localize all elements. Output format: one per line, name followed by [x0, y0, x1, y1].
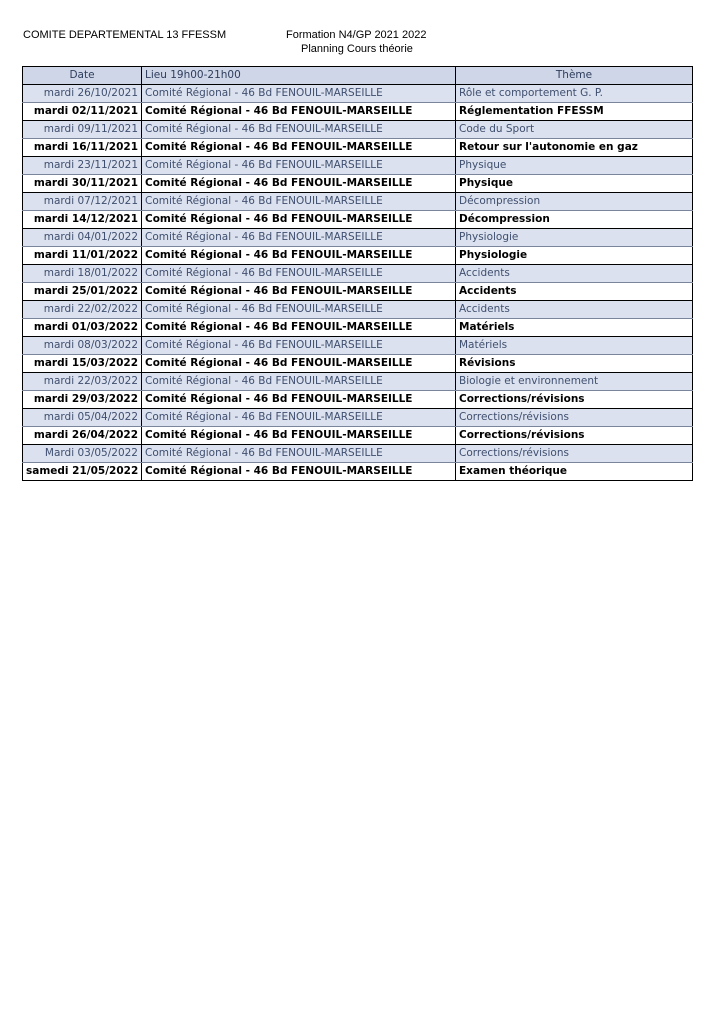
date-cell: mardi 09/11/2021: [23, 121, 142, 139]
theme-cell: Accidents: [456, 265, 693, 283]
lieu-cell: Comité Régional - 46 Bd FENOUIL-MARSEILLE: [142, 283, 456, 301]
table-row: [23, 409, 693, 427]
table-row: [23, 445, 693, 463]
table-row: [23, 175, 693, 193]
theme-cell: Décompression: [456, 193, 693, 211]
theme-cell: Physiologie: [456, 229, 693, 247]
table-row: [23, 283, 693, 301]
lieu-cell: Comité Régional - 46 Bd FENOUIL-MARSEILLE: [142, 463, 456, 481]
date-cell: mardi 26/10/2021: [23, 85, 142, 103]
table-row: [23, 247, 693, 265]
lieu-cell: Comité Régional - 46 Bd FENOUIL-MARSEILLE: [142, 157, 456, 175]
lieu-cell: Comité Régional - 46 Bd FENOUIL-MARSEILLE: [142, 427, 456, 445]
theme-cell: Examen théorique: [456, 463, 693, 481]
table-row: [23, 211, 693, 229]
table-row: [23, 319, 693, 337]
lieu-cell: Comité Régional - 46 Bd FENOUIL-MARSEILLE: [142, 247, 456, 265]
theme-cell: Rôle et comportement G. P.: [456, 85, 693, 103]
date-cell: mardi 29/03/2022: [23, 391, 142, 409]
table-row: [23, 373, 693, 391]
document-title: Formation N4/GP 2021 2022: [286, 29, 427, 41]
theme-cell: Corrections/révisions: [456, 445, 693, 463]
date-cell: Mardi 03/05/2022: [23, 445, 142, 463]
lieu-cell: Comité Régional - 46 Bd FENOUIL-MARSEILLE: [142, 391, 456, 409]
date-cell: mardi 18/01/2022: [23, 265, 142, 283]
lieu-cell: Comité Régional - 46 Bd FENOUIL-MARSEILLE: [142, 301, 456, 319]
theme-cell: Physiologie: [456, 247, 693, 265]
column-header-date: Date: [23, 67, 142, 85]
theme-cell: Physique: [456, 157, 693, 175]
date-cell: mardi 05/04/2022: [23, 409, 142, 427]
schedule-rows: [23, 85, 693, 481]
lieu-cell: Comité Régional - 46 Bd FENOUIL-MARSEILLE: [142, 211, 456, 229]
table-row: [23, 301, 693, 319]
theme-cell: Révisions: [456, 355, 693, 373]
lieu-cell: Comité Régional - 46 Bd FENOUIL-MARSEILLE: [142, 121, 456, 139]
table-row: [23, 337, 693, 355]
table-row: [23, 265, 693, 283]
theme-cell: Accidents: [456, 283, 693, 301]
date-cell: mardi 22/02/2022: [23, 301, 142, 319]
lieu-cell: Comité Régional - 46 Bd FENOUIL-MARSEILLE: [142, 229, 456, 247]
table-row: [23, 427, 693, 445]
table-row: [23, 85, 693, 103]
date-cell: mardi 02/11/2021: [23, 103, 142, 121]
table-row: [23, 463, 693, 481]
date-cell: mardi 22/03/2022: [23, 373, 142, 391]
organization-name: COMITE DEPARTEMENTAL 13 FFESSM: [23, 29, 227, 41]
lieu-cell: Comité Régional - 46 Bd FENOUIL-MARSEILLE: [142, 373, 456, 391]
lieu-cell: Comité Régional - 46 Bd FENOUIL-MARSEILLE: [142, 319, 456, 337]
lieu-cell: Comité Régional - 46 Bd FENOUIL-MARSEILLE: [142, 337, 456, 355]
theme-cell: Corrections/révisions: [456, 427, 693, 445]
lieu-cell: Comité Régional - 46 Bd FENOUIL-MARSEILLE: [142, 265, 456, 283]
date-cell: mardi 01/03/2022: [23, 319, 142, 337]
theme-cell: Retour sur l'autonomie en gaz: [456, 139, 693, 157]
theme-cell: Matériels: [456, 337, 693, 355]
date-cell: mardi 11/01/2022: [23, 247, 142, 265]
lieu-cell: Comité Régional - 46 Bd FENOUIL-MARSEILLE: [142, 409, 456, 427]
date-cell: mardi 07/12/2021: [23, 193, 142, 211]
theme-cell: Physique: [456, 175, 693, 193]
date-cell: mardi 08/03/2022: [23, 337, 142, 355]
date-cell: samedi 21/05/2022: [23, 463, 142, 481]
date-cell: mardi 16/11/2021: [23, 139, 142, 157]
table-row: [23, 355, 693, 373]
table-row: [23, 157, 693, 175]
theme-cell: Matériels: [456, 319, 693, 337]
table-row: [23, 229, 693, 247]
lieu-cell: Comité Régional - 46 Bd FENOUIL-MARSEILLE: [142, 85, 456, 103]
table-header-row: [23, 67, 693, 85]
date-cell: mardi 30/11/2021: [23, 175, 142, 193]
lieu-cell: Comité Régional - 46 Bd FENOUIL-MARSEILLE: [142, 445, 456, 463]
table-row: [23, 121, 693, 139]
column-header-theme: Thème: [456, 67, 693, 85]
table-row: [23, 391, 693, 409]
column-header-lieu: Lieu 19h00-21h00: [142, 67, 456, 85]
date-cell: mardi 23/11/2021: [23, 157, 142, 175]
lieu-cell: Comité Régional - 46 Bd FENOUIL-MARSEILLE: [142, 103, 456, 121]
theme-cell: Corrections/révisions: [456, 391, 693, 409]
date-cell: mardi 14/12/2021: [23, 211, 142, 229]
lieu-cell: Comité Régional - 46 Bd FENOUIL-MARSEILLE: [142, 139, 456, 157]
date-cell: mardi 04/01/2022: [23, 229, 142, 247]
theme-cell: Accidents: [456, 301, 693, 319]
lieu-cell: Comité Régional - 46 Bd FENOUIL-MARSEILLE: [142, 355, 456, 373]
lieu-cell: Comité Régional - 46 Bd FENOUIL-MARSEILLE: [142, 175, 456, 193]
document-subtitle: Planning Cours théorie: [301, 43, 413, 55]
theme-cell: Biologie et environnement: [456, 373, 693, 391]
table-row: [23, 193, 693, 211]
theme-cell: Code du Sport: [456, 121, 693, 139]
lieu-cell: Comité Régional - 46 Bd FENOUIL-MARSEILLE: [142, 193, 456, 211]
date-cell: mardi 25/01/2022: [23, 283, 142, 301]
theme-cell: Décompression: [456, 211, 693, 229]
theme-cell: Réglementation FFESSM: [456, 103, 693, 121]
theme-cell: Corrections/révisions: [456, 409, 693, 427]
table-row: [23, 103, 693, 121]
table-row: [23, 139, 693, 157]
schedule-table: [22, 66, 693, 481]
date-cell: mardi 26/04/2022: [23, 427, 142, 445]
date-cell: mardi 15/03/2022: [23, 355, 142, 373]
